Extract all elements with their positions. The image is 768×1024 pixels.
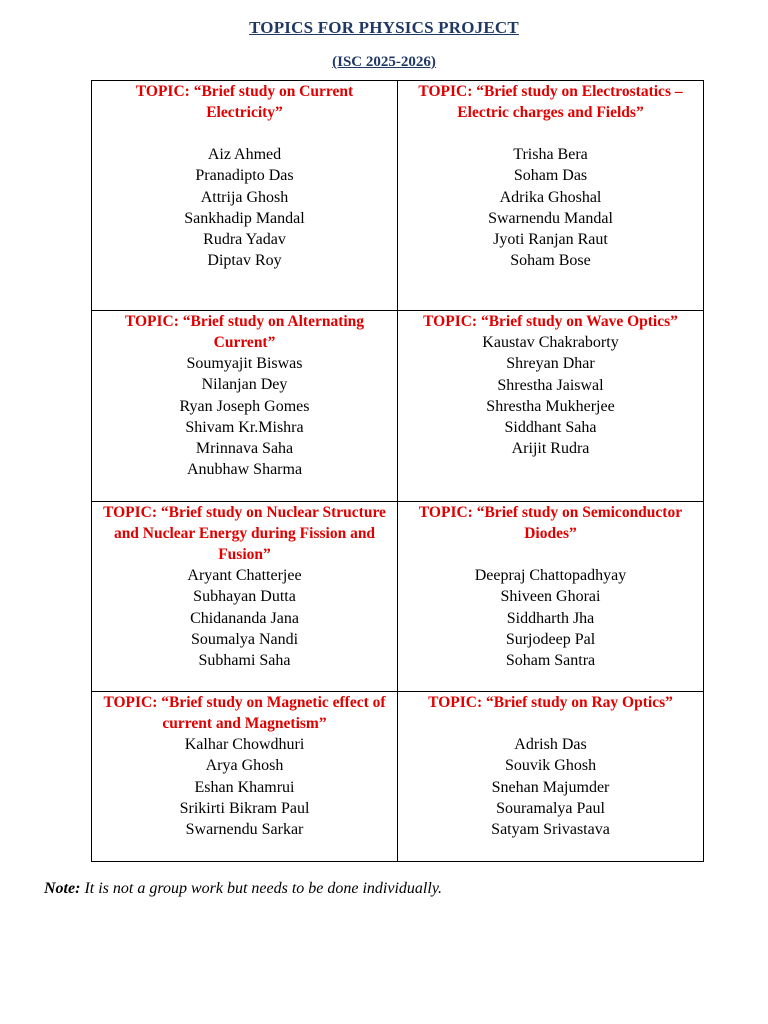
student-name: Shrestha Jaiswal xyxy=(497,376,604,394)
topic-cell xyxy=(92,311,398,502)
table-row xyxy=(92,692,704,862)
student-name: Soham Santra xyxy=(505,652,596,670)
topic-heading: TOPIC: “Brief study on Semiconductor Diodes” xyxy=(418,504,683,542)
student-list xyxy=(98,565,391,671)
student-list xyxy=(404,565,697,671)
footer-note xyxy=(44,880,442,898)
student-list xyxy=(404,144,697,272)
student-name: Shivam Kr.Mishra xyxy=(185,418,304,436)
student-list xyxy=(404,734,697,840)
student-name: Anubhaw Sharma xyxy=(186,461,303,479)
student-name: Swarnendu Sarkar xyxy=(185,821,304,839)
student-name: Deepraj Chattopadhyay xyxy=(474,567,627,584)
student-name: Surjodeep Pal xyxy=(505,630,596,648)
student-name: Ryan Joseph Gomes xyxy=(179,397,310,415)
student-name: Kaustav Chakraborty xyxy=(482,334,619,351)
student-name: Shreyan Dhar xyxy=(506,355,595,373)
student-name: Aiz Ahmed xyxy=(207,146,282,163)
topic-heading: TOPIC: “Brief study on Wave Optics” xyxy=(423,313,678,330)
student-name: Soumalya Nandi xyxy=(190,630,299,648)
student-name: Pranadipto Das xyxy=(195,167,294,185)
student-name: Trisha Bera xyxy=(513,146,588,163)
student-name: Shrestha Mukherjee xyxy=(486,397,615,415)
student-name: Adrika Ghoshal xyxy=(499,188,602,206)
topic-cell xyxy=(398,692,704,862)
student-name: Kalhar Chowdhuri xyxy=(184,736,305,753)
page-subtitle: (ISC 2025-2026) xyxy=(332,54,436,70)
student-name: Souvik Ghosh xyxy=(504,757,597,775)
student-list xyxy=(404,332,697,460)
topic-heading: TOPIC: “Brief study on Current Electricity” xyxy=(135,83,354,121)
topic-heading: TOPIC: “Brief study on Electrostatics – Electric charges and Fields” xyxy=(418,83,683,121)
student-list xyxy=(98,144,391,272)
note-label: Note: xyxy=(44,880,81,897)
student-name: Srikirti Bikram Paul xyxy=(179,799,310,817)
topic-cell xyxy=(92,81,398,311)
student-name: Adrish Das xyxy=(514,736,587,753)
student-name: Satyam Srivastava xyxy=(491,821,610,839)
table-row xyxy=(92,81,704,311)
student-name: Soham Das xyxy=(513,167,588,185)
topic-heading: TOPIC: “Brief study on Ray Optics” xyxy=(428,694,673,711)
student-name: Eshan Khamrui xyxy=(194,778,295,796)
student-name: Mrinnava Saha xyxy=(195,440,294,458)
topic-cell xyxy=(398,311,704,502)
student-name: Chidananda Jana xyxy=(190,609,299,627)
topic-heading: TOPIC: “Brief study on Magnetic effect of current and Magnetism” xyxy=(103,694,386,732)
student-name: Rudra Yadav xyxy=(203,231,286,249)
student-name: Aryant Chatterjee xyxy=(187,567,302,584)
student-name: Sankhadip Mandal xyxy=(184,209,305,227)
student-name: Arijit Rudra xyxy=(511,440,590,458)
student-name: Siddharth Jha xyxy=(506,609,595,627)
student-name: Attrija Ghosh xyxy=(200,188,289,206)
student-name: Snehan Majumder xyxy=(491,778,610,796)
student-name: Siddhant Saha xyxy=(504,419,597,437)
topic-cell xyxy=(92,502,398,692)
student-list xyxy=(98,353,391,481)
student-name: Shiveen Ghorai xyxy=(500,588,601,606)
student-name: Soumyajit Biswas xyxy=(186,355,303,372)
student-name: Subhayan Dutta xyxy=(193,588,296,606)
student-name: Diptav Roy xyxy=(207,252,282,270)
student-name: Subhami Saha xyxy=(198,652,291,670)
page-title: TOPICS FOR PHYSICS PROJECT xyxy=(249,18,519,37)
topic-heading: TOPIC: “Brief study on Alternating Current” xyxy=(124,313,365,351)
table-row xyxy=(92,502,704,692)
topic-cell xyxy=(398,81,704,311)
student-list xyxy=(98,734,391,840)
topic-cell xyxy=(398,502,704,692)
note-text: It is not a group work but needs to be done individually. xyxy=(80,880,443,897)
student-name: Swarnendu Mandal xyxy=(488,209,613,227)
topics-table xyxy=(91,80,704,862)
student-name: Souramalya Paul xyxy=(496,799,605,817)
topic-heading: TOPIC: “Brief study on Nuclear Structure and Nuclear Energy during Fission and Fusion” xyxy=(103,504,386,563)
student-name: Arya Ghosh xyxy=(205,757,284,775)
student-name: Nilanjan Dey xyxy=(201,376,288,394)
table-row xyxy=(92,311,704,502)
topic-cell xyxy=(92,692,398,862)
student-name: Soham Bose xyxy=(510,252,591,270)
student-name: Jyoti Ranjan Raut xyxy=(493,231,608,249)
